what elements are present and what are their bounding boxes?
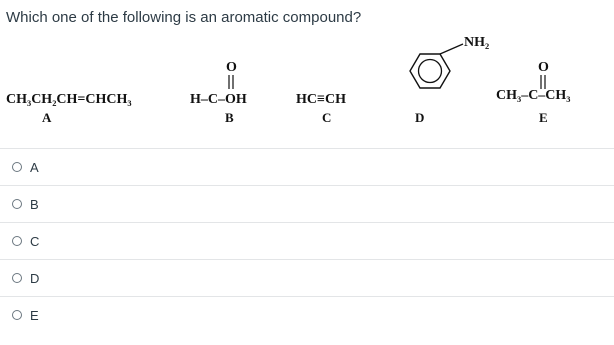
- structure-d-label: D: [415, 110, 425, 125]
- benzene-ring: [410, 44, 463, 88]
- radio-button[interactable]: [12, 273, 22, 283]
- structure-e-formula: CH₃–C–CH₃: [496, 88, 571, 103]
- answer-option-b[interactable]: [0, 185, 614, 222]
- answer-label: B: [30, 196, 39, 212]
- answer-option-a[interactable]: [0, 148, 614, 185]
- question-text: Which one of the following is an aromatic compound?: [6, 9, 362, 26]
- answer-option-e[interactable]: [0, 296, 614, 333]
- chemical-structures: [0, 0, 614, 148]
- radio-button[interactable]: [12, 162, 22, 172]
- answer-list: [0, 148, 614, 333]
- structure-c-formula: HC≡CH: [296, 92, 346, 107]
- structure-b-oxygen: O: [226, 60, 237, 75]
- answer-label: C: [30, 233, 40, 249]
- answer-option-d[interactable]: [0, 259, 614, 296]
- answer-option-c[interactable]: [0, 222, 614, 259]
- structure-c-label: C: [322, 110, 332, 125]
- answer-label: A: [30, 159, 39, 175]
- structure-a-formula: CH₃CH₂CH=CHCH₃: [6, 92, 132, 107]
- radio-button[interactable]: [12, 236, 22, 246]
- structure-b-formula: H–C–OH: [190, 92, 247, 107]
- structure-e-oxygen: O: [538, 60, 549, 75]
- structure-d-substituent: NH₂: [464, 35, 490, 50]
- structure-e-label: E: [539, 110, 548, 125]
- answer-label: E: [30, 307, 39, 323]
- structure-b-label: B: [225, 110, 234, 125]
- answer-label: D: [30, 270, 40, 286]
- radio-button[interactable]: [12, 310, 22, 320]
- structure-a-label: A: [42, 110, 52, 125]
- radio-button[interactable]: [12, 199, 22, 209]
